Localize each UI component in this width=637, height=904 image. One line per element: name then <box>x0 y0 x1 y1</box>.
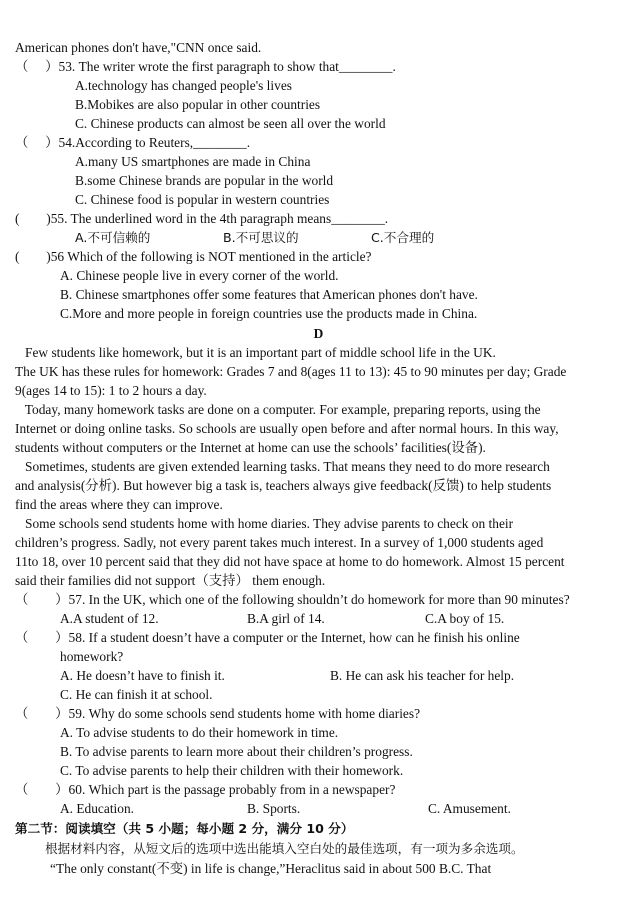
question-59-option-c: C. To advise parents to help their children with their homework. <box>60 763 404 778</box>
question-54-option-a: A.many US smartphones are made in China <box>75 154 311 169</box>
question-53-option-c: C. Chinese products can almost be seen all over the world <box>75 116 386 131</box>
question-58-stem-continued: homework? <box>60 649 124 664</box>
part-two-instruction: 根据材料内容，从短文后的选项中选出能填入空白处的最佳选项，有一项为多余选项。 <box>45 841 524 856</box>
question-56-option-b: B. Chinese smartphones offer some features that American phones don't have. <box>60 287 478 302</box>
question-57-option-b: B.A girl of 14. <box>247 611 325 626</box>
question-54-option-c: C. Chinese food is popular in western countries <box>75 192 330 207</box>
question-55-option-b: B.不可思议的 <box>223 230 299 245</box>
passage-d-line: Sometimes, students are given extended learning tasks. That means they need to do more research <box>15 459 550 474</box>
question-55-option-c: C.不合理的 <box>371 230 435 245</box>
question-58-option-b: B. He can ask his teacher for help. <box>330 668 515 683</box>
question-58-stem: （ ）58. If a student doesn’t have a computer or the Internet, how can he finish his online <box>15 630 520 645</box>
passage-d-line: students without computers or the Internet at home can use the schools’ facilities(设备). <box>15 440 486 455</box>
passage-d-line: Some schools send students home with home diaries. They advise parents to check on their <box>15 516 514 531</box>
passage-d-line: children’s progress. Sadly, not every parent takes much interest. In a survey of 1,000 students aged <box>15 535 544 550</box>
question-59-option-b: B. To advise parents to learn more about their children’s progress. <box>60 744 413 759</box>
passage-d-line: Internet or doing online tasks. So schools are usually open before and after normal hours. In this way, <box>15 421 559 436</box>
question-53-option-a: A.technology has changed people's lives <box>75 78 292 93</box>
passage-d-line: Few students like homework, but it is an important part of middle school life in the UK. <box>15 345 496 360</box>
section-d-heading: D <box>313 326 324 341</box>
question-54-stem: （ ）54.According to Reuters,________. <box>15 135 251 150</box>
question-58-option-c: C. He can finish it at school. <box>60 687 213 702</box>
question-58-option-a: A. He doesn’t have to finish it. <box>60 668 225 683</box>
part-two-heading: 第二节：阅读填空（共 5 小题；每小题 2 分，满分 10 分） <box>15 821 354 836</box>
passage-d-line: said their families did not support（支持） them enough. <box>15 573 326 588</box>
question-55-stem: ( )55. The underlined word in the 4th paragraph means________. <box>15 211 389 226</box>
passage-d-line: The UK has these rules for homework: Grades 7 and 8(ages 11 to 13): 45 to 90 minutes per day; Grade <box>15 364 567 379</box>
question-57-option-a: A.A student of 12. <box>60 611 159 626</box>
passage-d-line: and analysis(分析). But however big a task is, teachers always give feedback(反馈) to help students <box>15 478 552 493</box>
question-54-option-b: B.some Chinese brands are popular in the world <box>75 173 334 188</box>
question-53-option-b: B.Mobikes are also popular in other countries <box>75 97 321 112</box>
passage-d-line: 9(ages 14 to 15): 1 to 2 hours a day. <box>15 383 207 398</box>
question-60-option-c: C. Amusement. <box>428 801 511 816</box>
previous-passage-tail: American phones don't have,"CNN once said. <box>15 40 262 55</box>
passage-d-line: 11to 18, over 10 percent said that they did not have space at home to do homework. Almost 15 percent <box>15 554 565 569</box>
passage-d-line: find the areas where they can improve. <box>15 497 223 512</box>
question-53-stem: （ ）53. The writer wrote the first paragraph to show that________. <box>15 59 396 74</box>
question-55-option-a: A.不可信赖的 <box>75 230 151 245</box>
question-56-stem: ( )56 Which of the following is NOT mentioned in the article? <box>15 249 372 264</box>
question-56-option-a: A. Chinese people live in every corner of the world. <box>60 268 339 283</box>
question-60-option-b: B. Sports. <box>247 801 301 816</box>
passage-d-line: Today, many homework tasks are done on a computer. For example, preparing reports, using the <box>15 402 541 417</box>
question-60-stem: （ ）60. Which part is the passage probably from in a newspaper? <box>15 782 396 797</box>
question-56-option-c: C.More and more people in foreign countries use the products made in China. <box>60 306 478 321</box>
question-60-option-a: A. Education. <box>60 801 135 816</box>
part-two-passage-first-line: “The only constant(不变) in life is change,”Heraclitus said in about 500 B.C. That <box>50 861 492 876</box>
question-59-stem: （ ）59. Why do some schools send students home with home diaries? <box>15 706 421 721</box>
question-57-stem: （ ）57. In the UK, which one of the following shouldn’t do homework for more than 90 minutes? <box>15 592 570 607</box>
question-59-option-a: A. To advise students to do their homework in time. <box>60 725 339 740</box>
question-57-option-c: C.A boy of 15. <box>425 611 505 626</box>
